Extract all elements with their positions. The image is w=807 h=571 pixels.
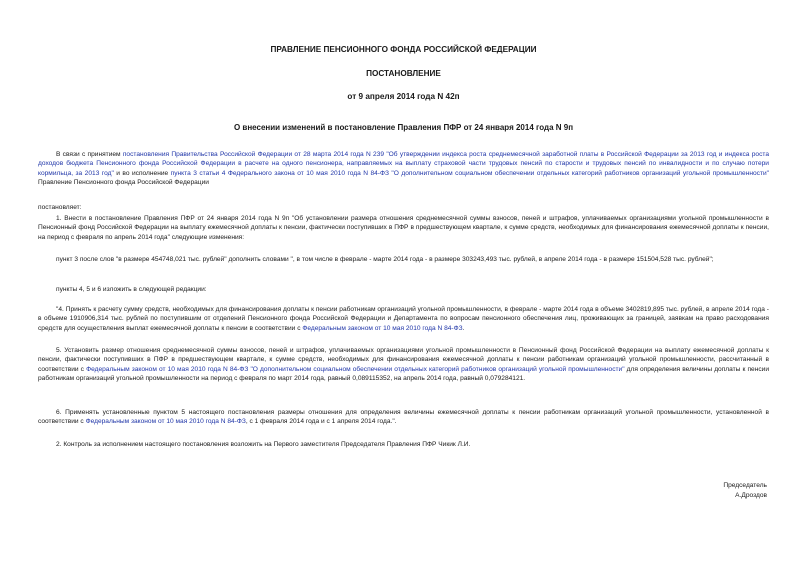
federal-law-link-2[interactable]: Федеральным законом от 10 мая 2010 года N 84-ФЗ <box>85 418 246 426</box>
signature-name: А.Дроздов <box>735 492 767 499</box>
federal-law-link[interactable]: Федеральным законом от 10 мая 2010 года N 84-ФЗ <box>302 324 463 332</box>
intro-text-3: Правление Пенсионного фонда Российской Федерации <box>38 179 209 187</box>
item-4-text-2: . <box>462 324 465 332</box>
item-1-paragraph: 1. Внести в постановление Правления ПФР от 24 января 2014 года N 9п "Об установлении размера отношения среднемесячной суммы взносов, пеней и штрафов, уплачиваемых организациями угольной промышленности в Пенсионный фонд Российской Федерации на выплату ежемесячной доплаты к пенсии, фактически поступивших в ПФР в предшествующем квартале, к сумме средств, необходимых для финансирования ежемесячной доплаты к пенсии, на период с февраля по апрель 2014 года" следующие изменения: <box>38 215 769 241</box>
item-5-text-1: 5. Установить размер отношения среднемесячной суммы взносов, пеней и штрафов, уплачиваемых организациями угольной промышленности в Пенсионный фонд Российской Федерации на выплату ежемесячной доплаты к пенсии, фактически поступивших в ПФР в предшествующем квартале, к сумме средств, необходимых для финансирования ежемесячной доплаты к пенсии работникам организаций угольной промышленности, рассчитанный в соответствии с <box>38 347 769 373</box>
item-4-paragraph <box>38 305 769 333</box>
signature-position: Председатель <box>723 482 767 489</box>
item-6-text-2: , с 1 февраля 2014 года и с 1 апреля 2014 года.". <box>245 418 397 426</box>
intro-text-2: и во исполнение <box>113 169 171 177</box>
item-5-paragraph <box>38 346 769 384</box>
item-6-paragraph <box>38 408 769 427</box>
item-2-paragraph: 2. Контроль за исполнением настоящего постановления возложить на Первого заместителя Председателя Правления ПФР Чикик Л.И. <box>56 441 471 448</box>
intro-paragraph <box>38 150 769 188</box>
federal-law-article-link[interactable]: пункта 3 статьи 4 Федерального закона от 10 мая 2010 года N 84-ФЗ "О дополнительном социальном обеспечении отдельных категорий работников организаций угольной промышленности" <box>170 169 769 177</box>
document-type: ПОСТАНОВЛЕНИЕ <box>366 69 441 78</box>
item-points-456-paragraph: пункты 4, 5 и 6 изложить в следующей редакции: <box>56 286 207 293</box>
federal-law-full-link[interactable]: Федеральным законом от 10 мая 2010 года N 84-ФЗ "О дополнительном социальном обеспечении отдельных категорий работников организаций угольной промышленности" <box>86 365 625 373</box>
government-decree-link[interactable]: постановления Правительства Российской Федерации от 28 марта 2014 года N 239 "Об утверждении индекса роста среднемесячной заработной платы в Российской Федерации за 2013 год и индекса роста доходов бюджета Пенсионного фонда Российской Федерации в расчете на одного пенсионера, направляемых на выплату страховой части трудовых пенсий по старости и трудовых пенсий по инвалидности и по случаю потери кормильца, за 2013 год" <box>38 151 769 177</box>
organization-heading: ПРАВЛЕНИЕ ПЕНСИОННОГО ФОНДА РОССИЙСКОЙ ФЕДЕРАЦИИ <box>270 45 537 54</box>
postanovlyaet-text: постановляет: <box>38 204 82 211</box>
item-6-text-1: 6. Применять установленные пунктом 5 настоящего постановления размеры отношения для определения величины ежемесячной доплаты к пенсии работникам организаций угольной промышленности, установленной в соответствии с <box>38 409 769 426</box>
item-4-text-1: "4. Принять к расчету сумму средств, необходимых для финансирования доплаты к пенсии работникам организаций угольной промышленности, в феврале - марте 2014 года в объеме 3402819,895 тыс. рублей, в апреле 2014 года - в объеме 1910906,314 тыс. рублей по поступившим от отделений Пенсионного фонда Российской Федерации и Департамента по вопросам пенсионного обеспечения лиц, проживающих за границей, заявкам на право расходования средств для осуществления выплат ежемесячной доплаты к пенсии в соответствии с <box>38 306 769 332</box>
item-5-text-2: для определения величины доплаты к пенсии работникам организаций угольной промышленности на период с февраля по март 2014 года, равный 0,089115352, на апрель 2014 года, равный 0,079284121. <box>38 365 769 383</box>
document-date-number: от 9 апреля 2014 года N 42п <box>347 92 460 101</box>
document-title: О внесении изменений в постановление Правления ПФР от 24 января 2014 года N 9п <box>233 123 574 132</box>
intro-text-1: В связи с принятием <box>56 151 123 158</box>
item-point-3-paragraph: пункт 3 после слов "в размере 454748,021 тыс. рублей" дополнить словами ", в том числе в феврале - марте 2014 года - в размере 303243,493 тыс. рублей, в апреле 2014 года - в размере 151504,528 тыс. рублей"; <box>56 256 714 263</box>
